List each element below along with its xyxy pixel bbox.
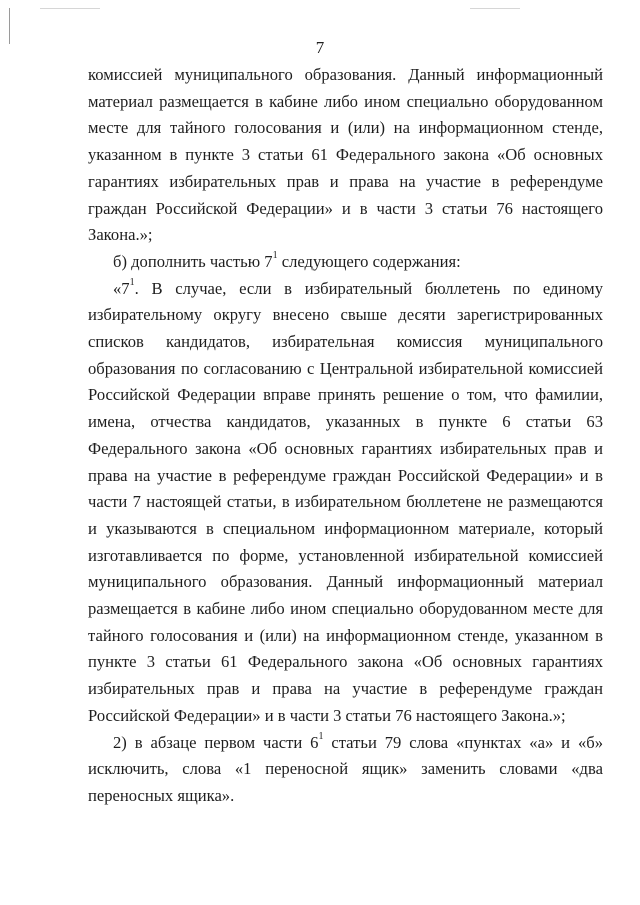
scan-edge-mark [470, 8, 520, 9]
superscript: 1 [272, 250, 278, 262]
paragraph [88, 730, 603, 810]
page-number: 7 [315, 38, 325, 57]
paragraph-text: б) дополнить частью 7 [113, 251, 273, 271]
paragraph [88, 249, 603, 276]
paragraph-text: следующего содержания: [277, 251, 461, 271]
paragraph-text: статьи 79 слова «пунктах «а» и «б» исключить, слова «1 переносной ящик» заменить словами «два переносных ящика». [88, 732, 604, 805]
paragraph: комиссией муниципального образования. Данный информационный материал размещается в кабине либо ином специально оборудованном месте для тайного голосования и (или) на информационном стенде, указанном в пункте 3 статьи 61 Федерального закона «Об основных гарантиях избирательных прав и права на участие в референдуме граждан Российской Федерации» и в части 3 статьи 76 настоящего Закона.»; [88, 65, 603, 245]
paragraph [88, 276, 603, 730]
paragraph-text: . В случае, если в избирательный бюллетень по единому избирательному округу внесено свыше десяти зарегистрированных списков кандидатов, избирательная комиссия муниципального образования по согласованию с Центральной избирательной комиссией Российской Федерации вправе принять решение о том, что фамилии, имена, отчества кандидатов, указанных в пункте 6 статьи 63 Федерального закона «Об основных гарантиях избирательных прав и права на участие в референдуме граждан Российской Федерации» и в части 7 настоящей статьи, в избирательном бюллетене не размещаются и указываются в специальном информационном материале, который изготавливается по форме, установленной избирательной комиссией муниципального образования. Данный информационный материал размещается в кабине либо ином специально оборудованном месте для тайного голосования и (или) на информационном стенде, указанном в пункте 3 статьи 61 Федерального закона «Об основных гарантиях избирательных прав и права на участие в референдуме граждан Российской Федерации» и в части 3 статьи 76 настоящего Закона.»; [88, 278, 603, 725]
paragraph-text: «7 [113, 278, 130, 298]
superscript: 1 [129, 277, 135, 289]
document-body [88, 62, 603, 810]
paragraph-text: 2) в абзаце первом части 6 [113, 732, 319, 752]
scan-edge-mark [40, 8, 100, 9]
superscript: 1 [318, 731, 324, 743]
